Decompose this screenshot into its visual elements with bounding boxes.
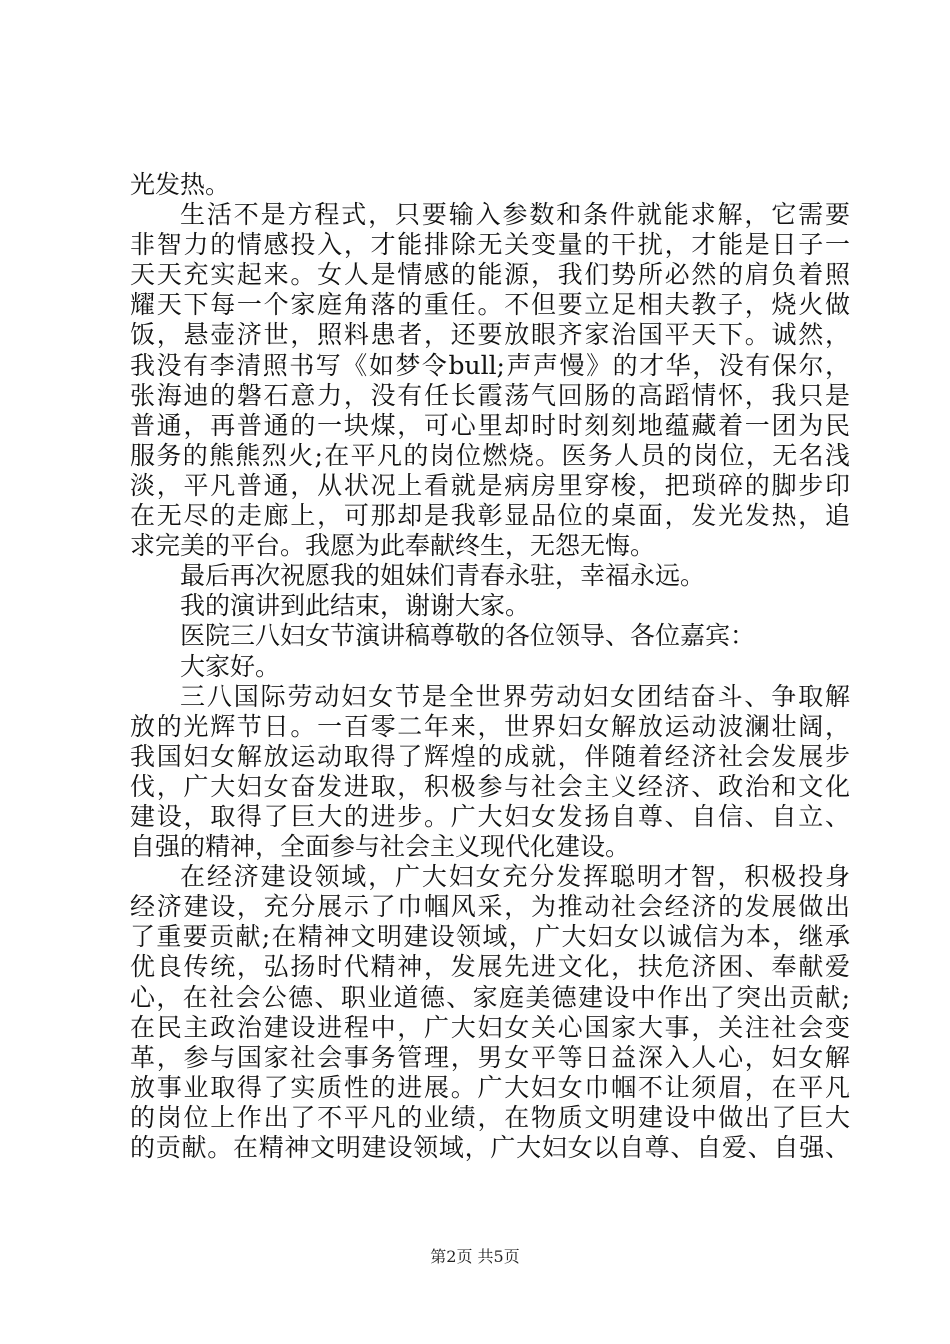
text-line: 非智力的情感投入，才能排除无关变量的干扰，才能是日子一: [130, 230, 850, 260]
text-line: 服务的熊熊烈火;在平凡的岗位燃烧。医务人员的岗位，无名浅: [130, 440, 850, 470]
text-line: 普通，再普通的一块煤，可心里却时时刻刻地蕴藏着一团为民: [130, 410, 850, 440]
text-line: 最后再次祝愿我的姐妹们青春永驻，幸福永远。: [180, 561, 706, 591]
page-number-label: 第2页 共5页: [430, 1247, 520, 1266]
text-line: 心，在社会公德、职业道德、家庭美德建设中作出了突出贡献;: [130, 982, 850, 1012]
text-line: 我的演讲到此结束，谢谢大家。: [180, 591, 531, 621]
text-line: 张海迪的磐石意力，没有任长霞荡气回肠的高蹈情怀，我只是: [130, 380, 850, 410]
document-body: [130, 170, 850, 1163]
text-line: 医院三八妇女节演讲稿尊敬的各位领导、各位嘉宾：: [180, 621, 756, 651]
text-line: 我没有李清照书写《如梦令bull;声声慢》的才华，没有保尔，: [130, 350, 850, 380]
text-line: 光发热。: [130, 170, 231, 199]
text-line: 在经济建设领域，广大妇女充分发挥聪明才智，积极投身: [180, 862, 850, 892]
page-footer: [0, 1244, 950, 1267]
text-line: 三八国际劳动妇女节是全世界劳动妇女团结奋斗、争取解: [180, 681, 850, 711]
text-line: 经济建设，充分展示了巾帼风采，为推动社会经济的发展做出: [130, 892, 850, 922]
text-line: 放事业取得了实质性的进展。广大妇女巾帼不让须眉，在平凡: [130, 1072, 850, 1102]
text-line: 大家好。: [180, 651, 281, 681]
text-line: 饭，悬壶济世，照料患者，还要放眼齐家治国平天下。诚然，: [130, 320, 850, 350]
text-line: 淡，平凡普通，从状况上看就是病房里穿梭，把琐碎的脚步印: [130, 470, 850, 500]
text-line: 放的光辉节日。一百零二年来，世界妇女解放运动波澜壮阔，: [130, 711, 850, 741]
text-line: 革，参与国家社会事务管理，男女平等日益深入人心，妇女解: [130, 1042, 850, 1072]
text-line: 求完美的平台。我愿为此奉献终生，无怨无悔。: [130, 531, 656, 561]
text-line: 天天充实起来。女人是情感的能源，我们势所必然的肩负着照: [130, 260, 850, 290]
text-line: 优良传统，弘扬时代精神，发展先进文化，扶危济困、奉献爱: [130, 952, 850, 982]
text-line: 在民主政治建设进程中，广大妇女关心国家大事，关注社会变: [130, 1012, 850, 1042]
text-line: 的贡献。在精神文明建设领域，广大妇女以自尊、自爱、自强、: [130, 1133, 850, 1162]
text-line: 耀天下每一个家庭角落的重任。不但要立足相夫教子，烧火做: [130, 290, 850, 320]
text-line: 在无尽的走廊上，可那却是我彰显品位的桌面，发光发热，追: [130, 501, 850, 531]
text-line: 建设，取得了巨大的进步。广大妇女发扬自尊、自信、自立、: [130, 801, 850, 831]
text-line: 生活不是方程式，只要输入参数和条件就能求解，它需要: [180, 200, 850, 230]
text-line: 自强的精神，全面参与社会主义现代化建设。: [130, 832, 631, 862]
text-line: 了重要贡献;在精神文明建设领域，广大妇女以诚信为本，继承: [130, 922, 850, 952]
text-line: 的岗位上作出了不平凡的业绩，在物质文明建设中做出了巨大: [130, 1102, 850, 1132]
text-line: 我国妇女解放运动取得了辉煌的成就，伴随着经济社会发展步: [130, 741, 850, 771]
text-line: 伐，广大妇女奋发进取，积极参与社会主义经济、政治和文化: [130, 771, 850, 801]
